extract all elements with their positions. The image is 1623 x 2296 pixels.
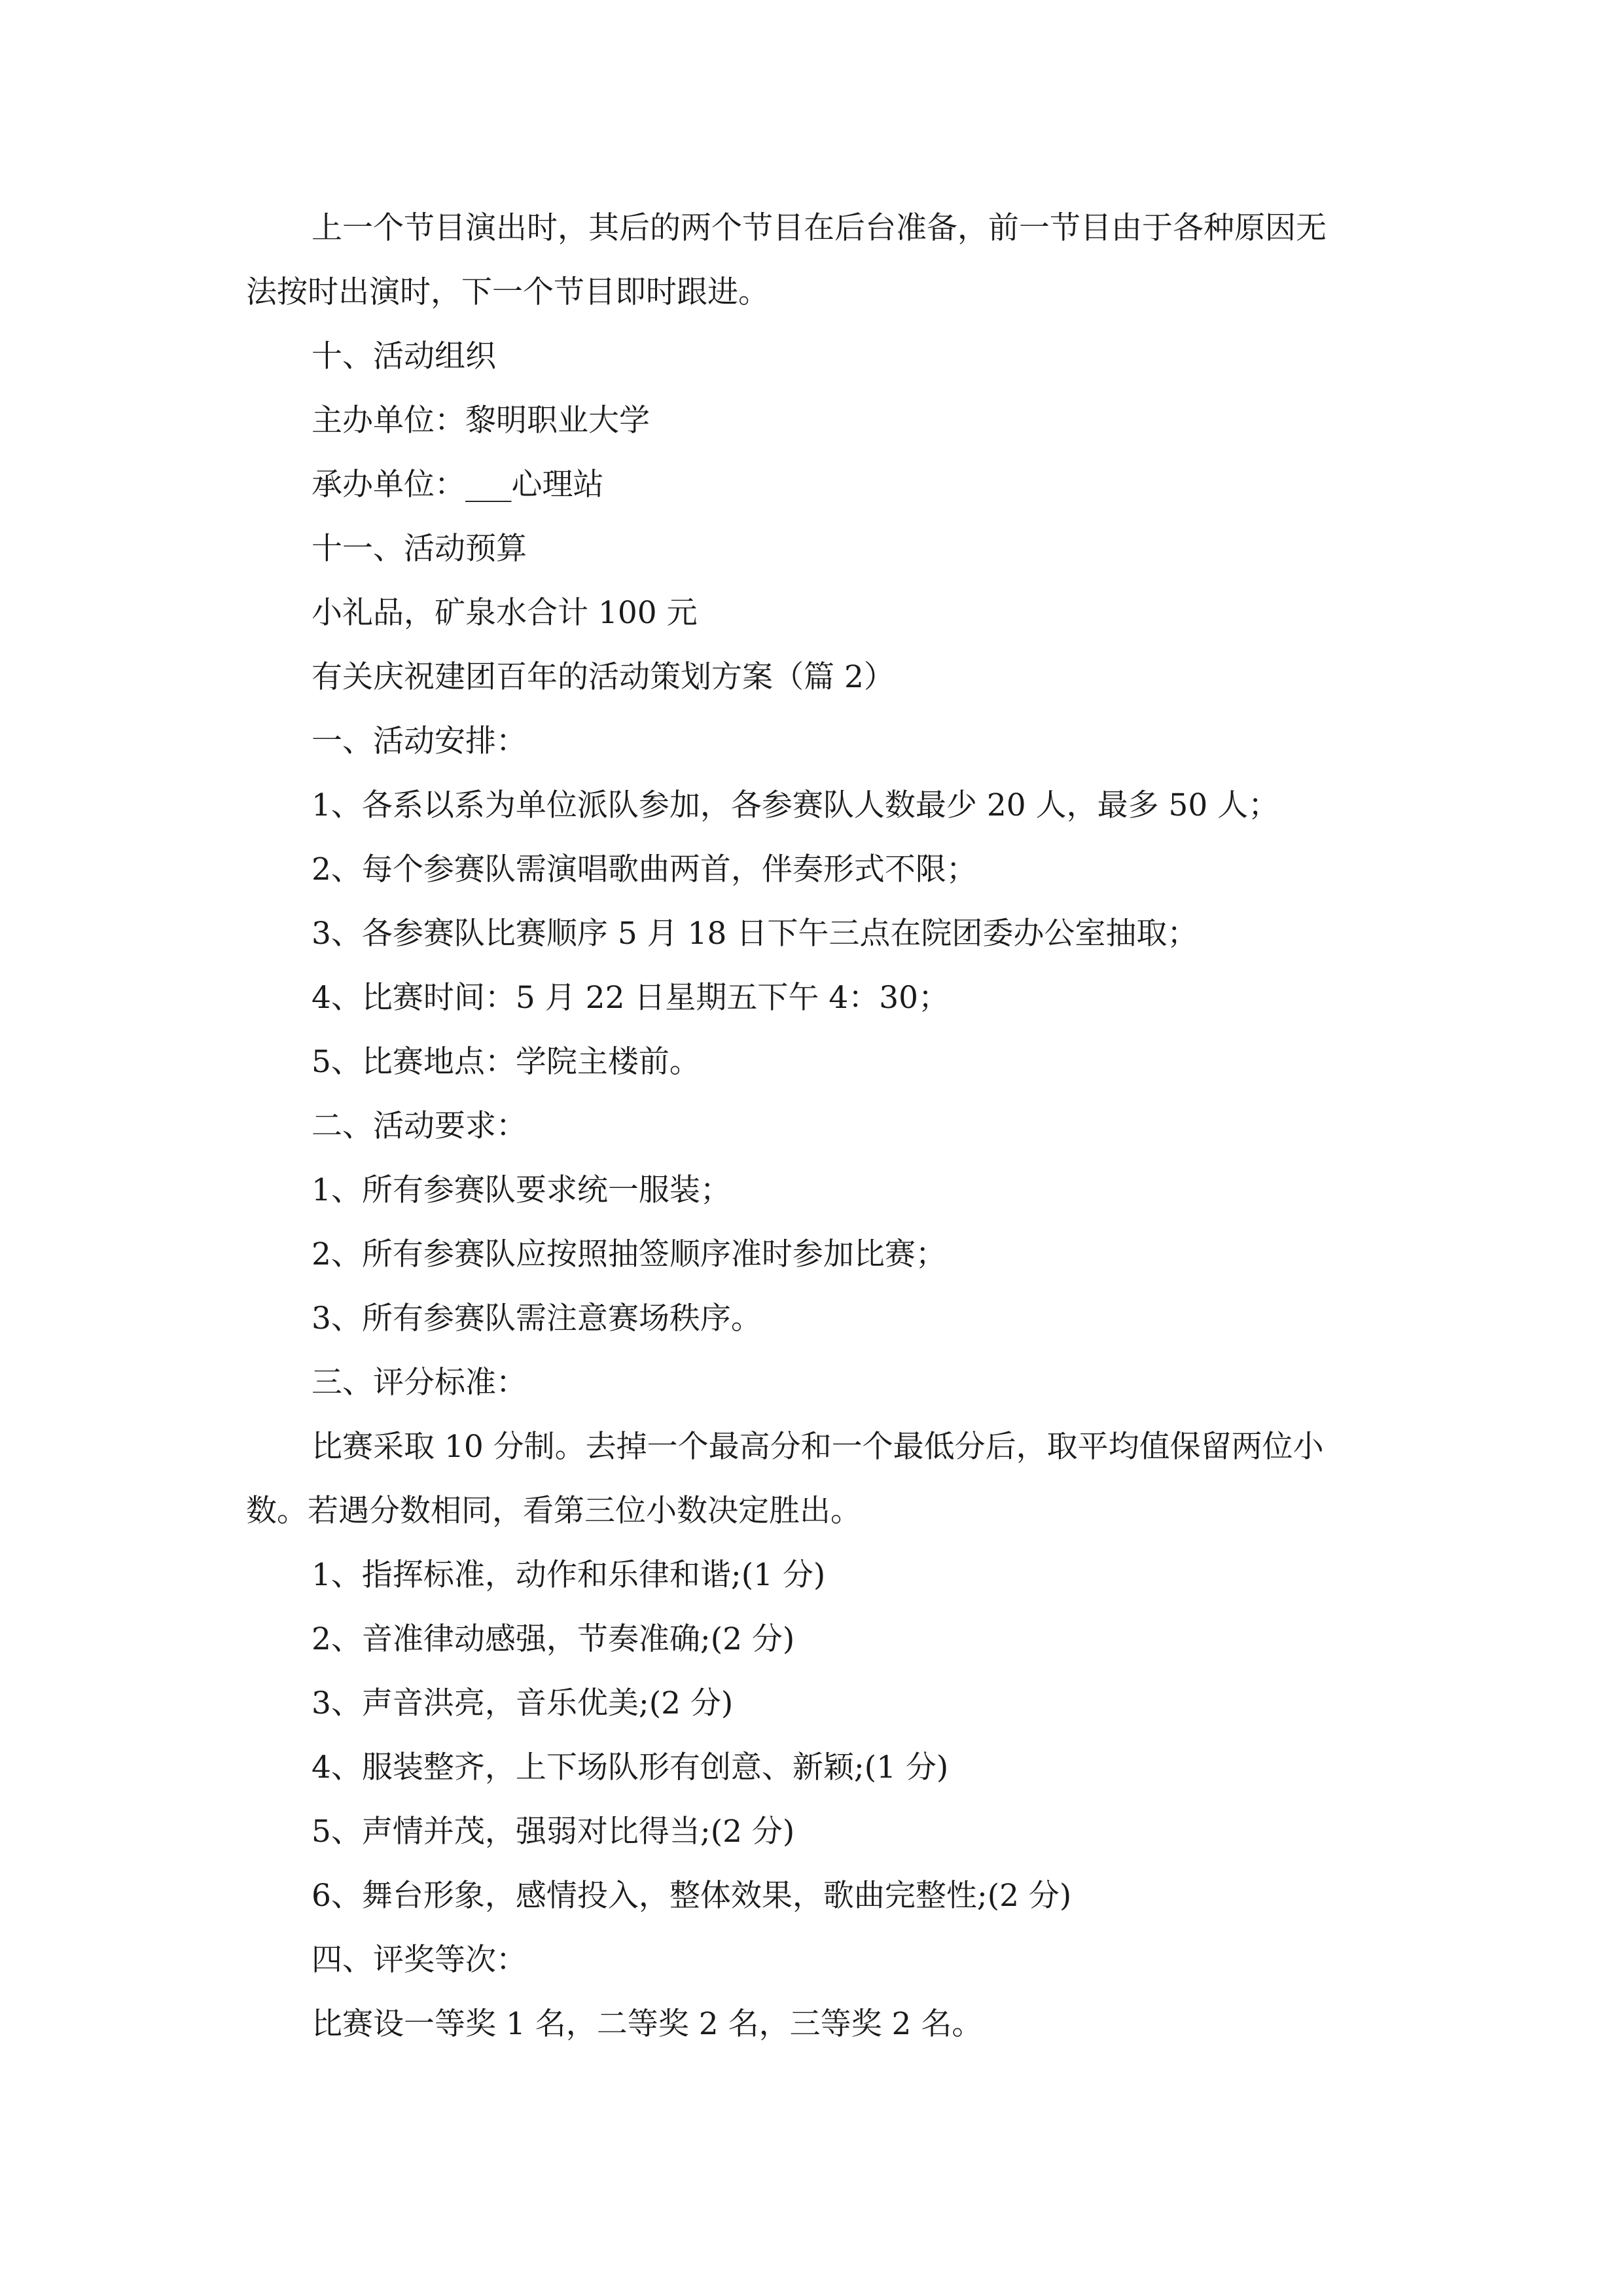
paragraph-p15: [246, 1158, 1378, 1223]
paragraph-p13: [246, 1030, 1378, 1094]
paragraph-p9: [246, 774, 1378, 838]
paragraph-line: 1、所有参赛队要求统一服装；: [312, 1172, 731, 1208]
paragraph-line: 数。若遇分数相同，看第三位小数决定胜出。: [246, 1493, 861, 1529]
paragraph-p20: [246, 1543, 1378, 1607]
paragraph-line: 三、评分标准：: [312, 1365, 527, 1401]
paragraph-p10: [246, 838, 1378, 902]
paragraph-line: 4、比赛时间：5 月 22 日星期五下午 4：30；: [312, 980, 950, 1016]
paragraph-p6: [246, 581, 1378, 645]
paragraph-p26: [246, 1928, 1378, 1992]
paragraph-line: 3、所有参赛队需注意赛场秩序。: [312, 1300, 762, 1336]
paragraph-p14: [246, 1094, 1378, 1158]
paragraph-p16: [246, 1223, 1378, 1287]
paragraph-p24: [246, 1800, 1378, 1864]
paragraph-line: 承办单位：___心理站: [312, 467, 604, 503]
paragraph-line: 主办单位：黎明职业大学: [312, 403, 650, 439]
paragraph-p18: [246, 1351, 1378, 1415]
paragraph-p22: [246, 1672, 1378, 1736]
paragraph-line: 小礼品，矿泉水合计 100 元: [312, 595, 698, 631]
paragraph-line: 3、声音洪亮，音乐优美;(2 分): [312, 1685, 734, 1721]
paragraph-p8: [246, 709, 1378, 774]
paragraph-p7: [246, 645, 1378, 709]
paragraph-line: 2、每个参赛队需演唱歌曲两首，伴奏形式不限；: [312, 852, 977, 888]
paragraph-line: 一、活动安排：: [312, 723, 527, 759]
paragraph-line: 5、声情并茂，强弱对比得当;(2 分): [312, 1814, 795, 1850]
paragraph-line: 1、各系以系为单位派队参加，各参赛队人数最少 20 人，最多 50 人；: [312, 787, 1279, 823]
paragraph-p21: [246, 1607, 1378, 1672]
paragraph-line: 法按时出演时，下一个节目即时跟进。: [246, 274, 769, 310]
paragraph-line: 6、舞台形象，感情投入，整体效果，歌曲完整性;(2 分): [312, 1878, 1072, 1914]
paragraph-p4: [246, 453, 1378, 517]
paragraph-p12: [246, 966, 1378, 1030]
document-body: [246, 196, 1378, 2056]
paragraph-line: 2、所有参赛队应按照抽签顺序准时参加比赛；: [312, 1236, 946, 1272]
paragraph-p27: [246, 1992, 1378, 2056]
paragraph-line: 十一、活动预算: [312, 531, 527, 567]
paragraph-p23: [246, 1736, 1378, 1800]
paragraph-line: 5、比赛地点：学院主楼前。: [312, 1044, 700, 1080]
paragraph-line: 有关庆祝建团百年的活动策划方案（篇 2）: [312, 659, 895, 695]
paragraph-line: 1、指挥标准，动作和乐律和谐;(1 分): [312, 1557, 826, 1593]
paragraph-p5: [246, 517, 1378, 581]
paragraph-p1: [246, 196, 1378, 325]
paragraph-p2: [246, 325, 1378, 389]
paragraph-line: 2、音准律动感强，节奏准确;(2 分): [312, 1621, 795, 1657]
paragraph-line: 上一个节目演出时，其后的两个节目在后台准备，前一节目由于各种原因无: [312, 210, 1327, 246]
paragraph-line: 比赛采取 10 分制。去掉一个最高分和一个最低分后，取平均值保留两位小: [312, 1429, 1324, 1465]
paragraph-line: 比赛设一等奖 1 名，二等奖 2 名，三等奖 2 名。: [312, 2006, 983, 2042]
paragraph-line: 十、活动组织: [312, 338, 496, 374]
paragraph-line: 4、服装整齐，上下场队形有创意、新颖;(1 分): [312, 1749, 949, 1785]
paragraph-p3: [246, 389, 1378, 453]
paragraph-line: 3、各参赛队比赛顺序 5 月 18 日下午三点在院团委办公室抽取；: [312, 916, 1198, 952]
paragraph-line: 四、评奖等次：: [312, 1942, 527, 1978]
paragraph-p11: [246, 902, 1378, 966]
paragraph-line: 二、活动要求：: [312, 1108, 527, 1144]
paragraph-p25: [246, 1864, 1378, 1928]
paragraph-p17: [246, 1287, 1378, 1351]
paragraph-p19: [246, 1415, 1378, 1543]
